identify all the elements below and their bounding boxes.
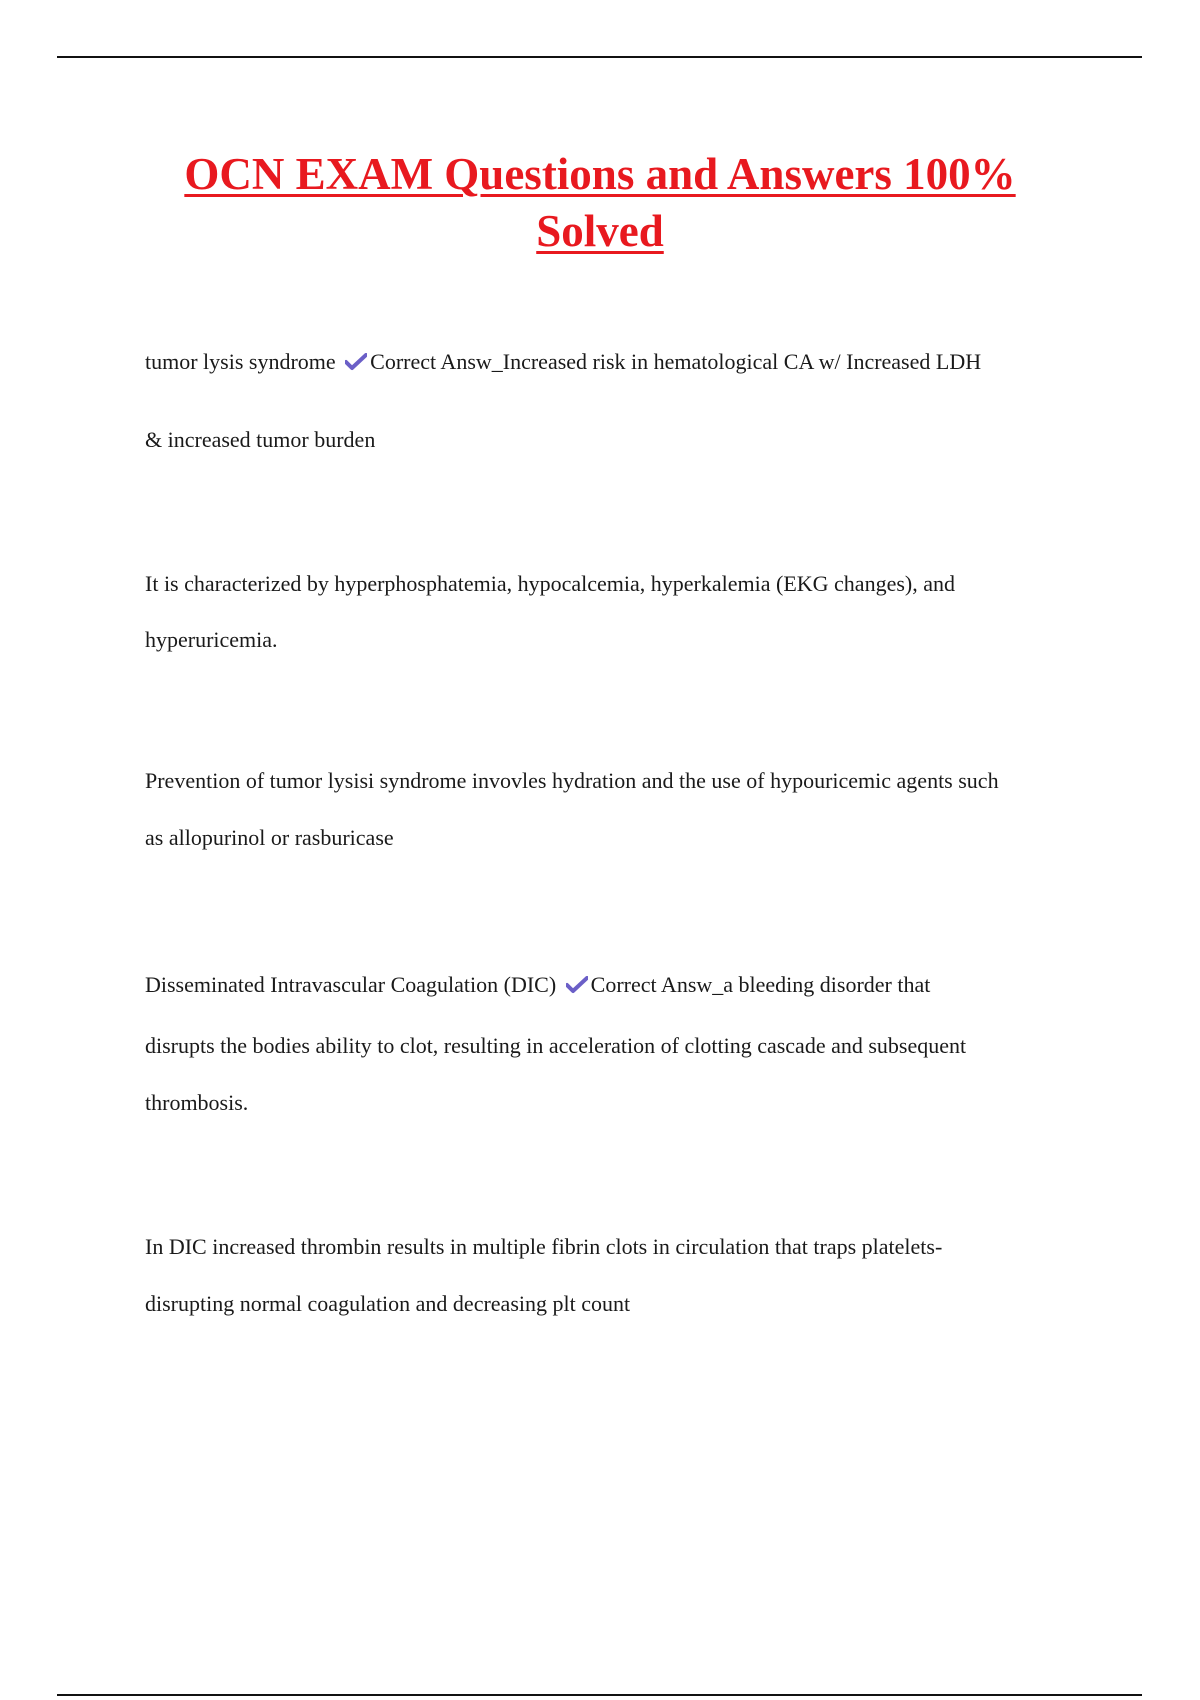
paragraph-line-1: Prevention of tumor lysisi syndrome invovles hydration and the use of hypouricemic agents such (145, 768, 999, 793)
checkmark-icon (345, 353, 367, 371)
answer-text-line-2: disrupts the bodies ability to clot, resulting in acceleration of clotting cascade and subsequent (145, 1033, 967, 1058)
answer-text: Correct Answ_a bleeding disorder that (590, 972, 931, 997)
paragraph-line-1: It is characterized by hyperphosphatemia, hypocalcemia, hyperkalemia (EKG changes), and (145, 571, 955, 596)
question-text: Disseminated Intravascular Coagulation (DIC) (145, 972, 557, 997)
paragraph-prevention (145, 768, 1095, 851)
paragraph-dic-thrombin (145, 1234, 1095, 1317)
qa-entry-tumor-lysis-cont (145, 427, 1095, 453)
answer-text-line-3: thrombosis. (145, 1090, 249, 1115)
qa-entry-tumor-lysis (145, 349, 1095, 375)
paragraph-line-2: as allopurinol or rasburicase (145, 825, 394, 850)
document-title (100, 146, 1100, 260)
checkmark-icon (566, 976, 588, 994)
paragraph-line-2: hyperuricemia. (145, 627, 278, 652)
answer-text-continued: & increased tumor burden (145, 427, 376, 452)
top-rule (57, 56, 1142, 58)
qa-entry-dic (145, 972, 1095, 1116)
bottom-rule (57, 1694, 1142, 1696)
title-line-1: OCN EXAM Questions and Answers 100% (184, 149, 1016, 199)
answer-text: Correct Answ_Increased risk in hematological CA w/ Increased LDH (370, 349, 982, 374)
paragraph-characterized (145, 571, 1095, 653)
paragraph-line-1: In DIC increased thrombin results in multiple fibrin clots in circulation that traps platelets- (145, 1234, 943, 1259)
question-text: tumor lysis syndrome (145, 349, 336, 374)
title-line-2: Solved (536, 206, 664, 256)
paragraph-line-2: disrupting normal coagulation and decreasing plt count (145, 1291, 631, 1316)
